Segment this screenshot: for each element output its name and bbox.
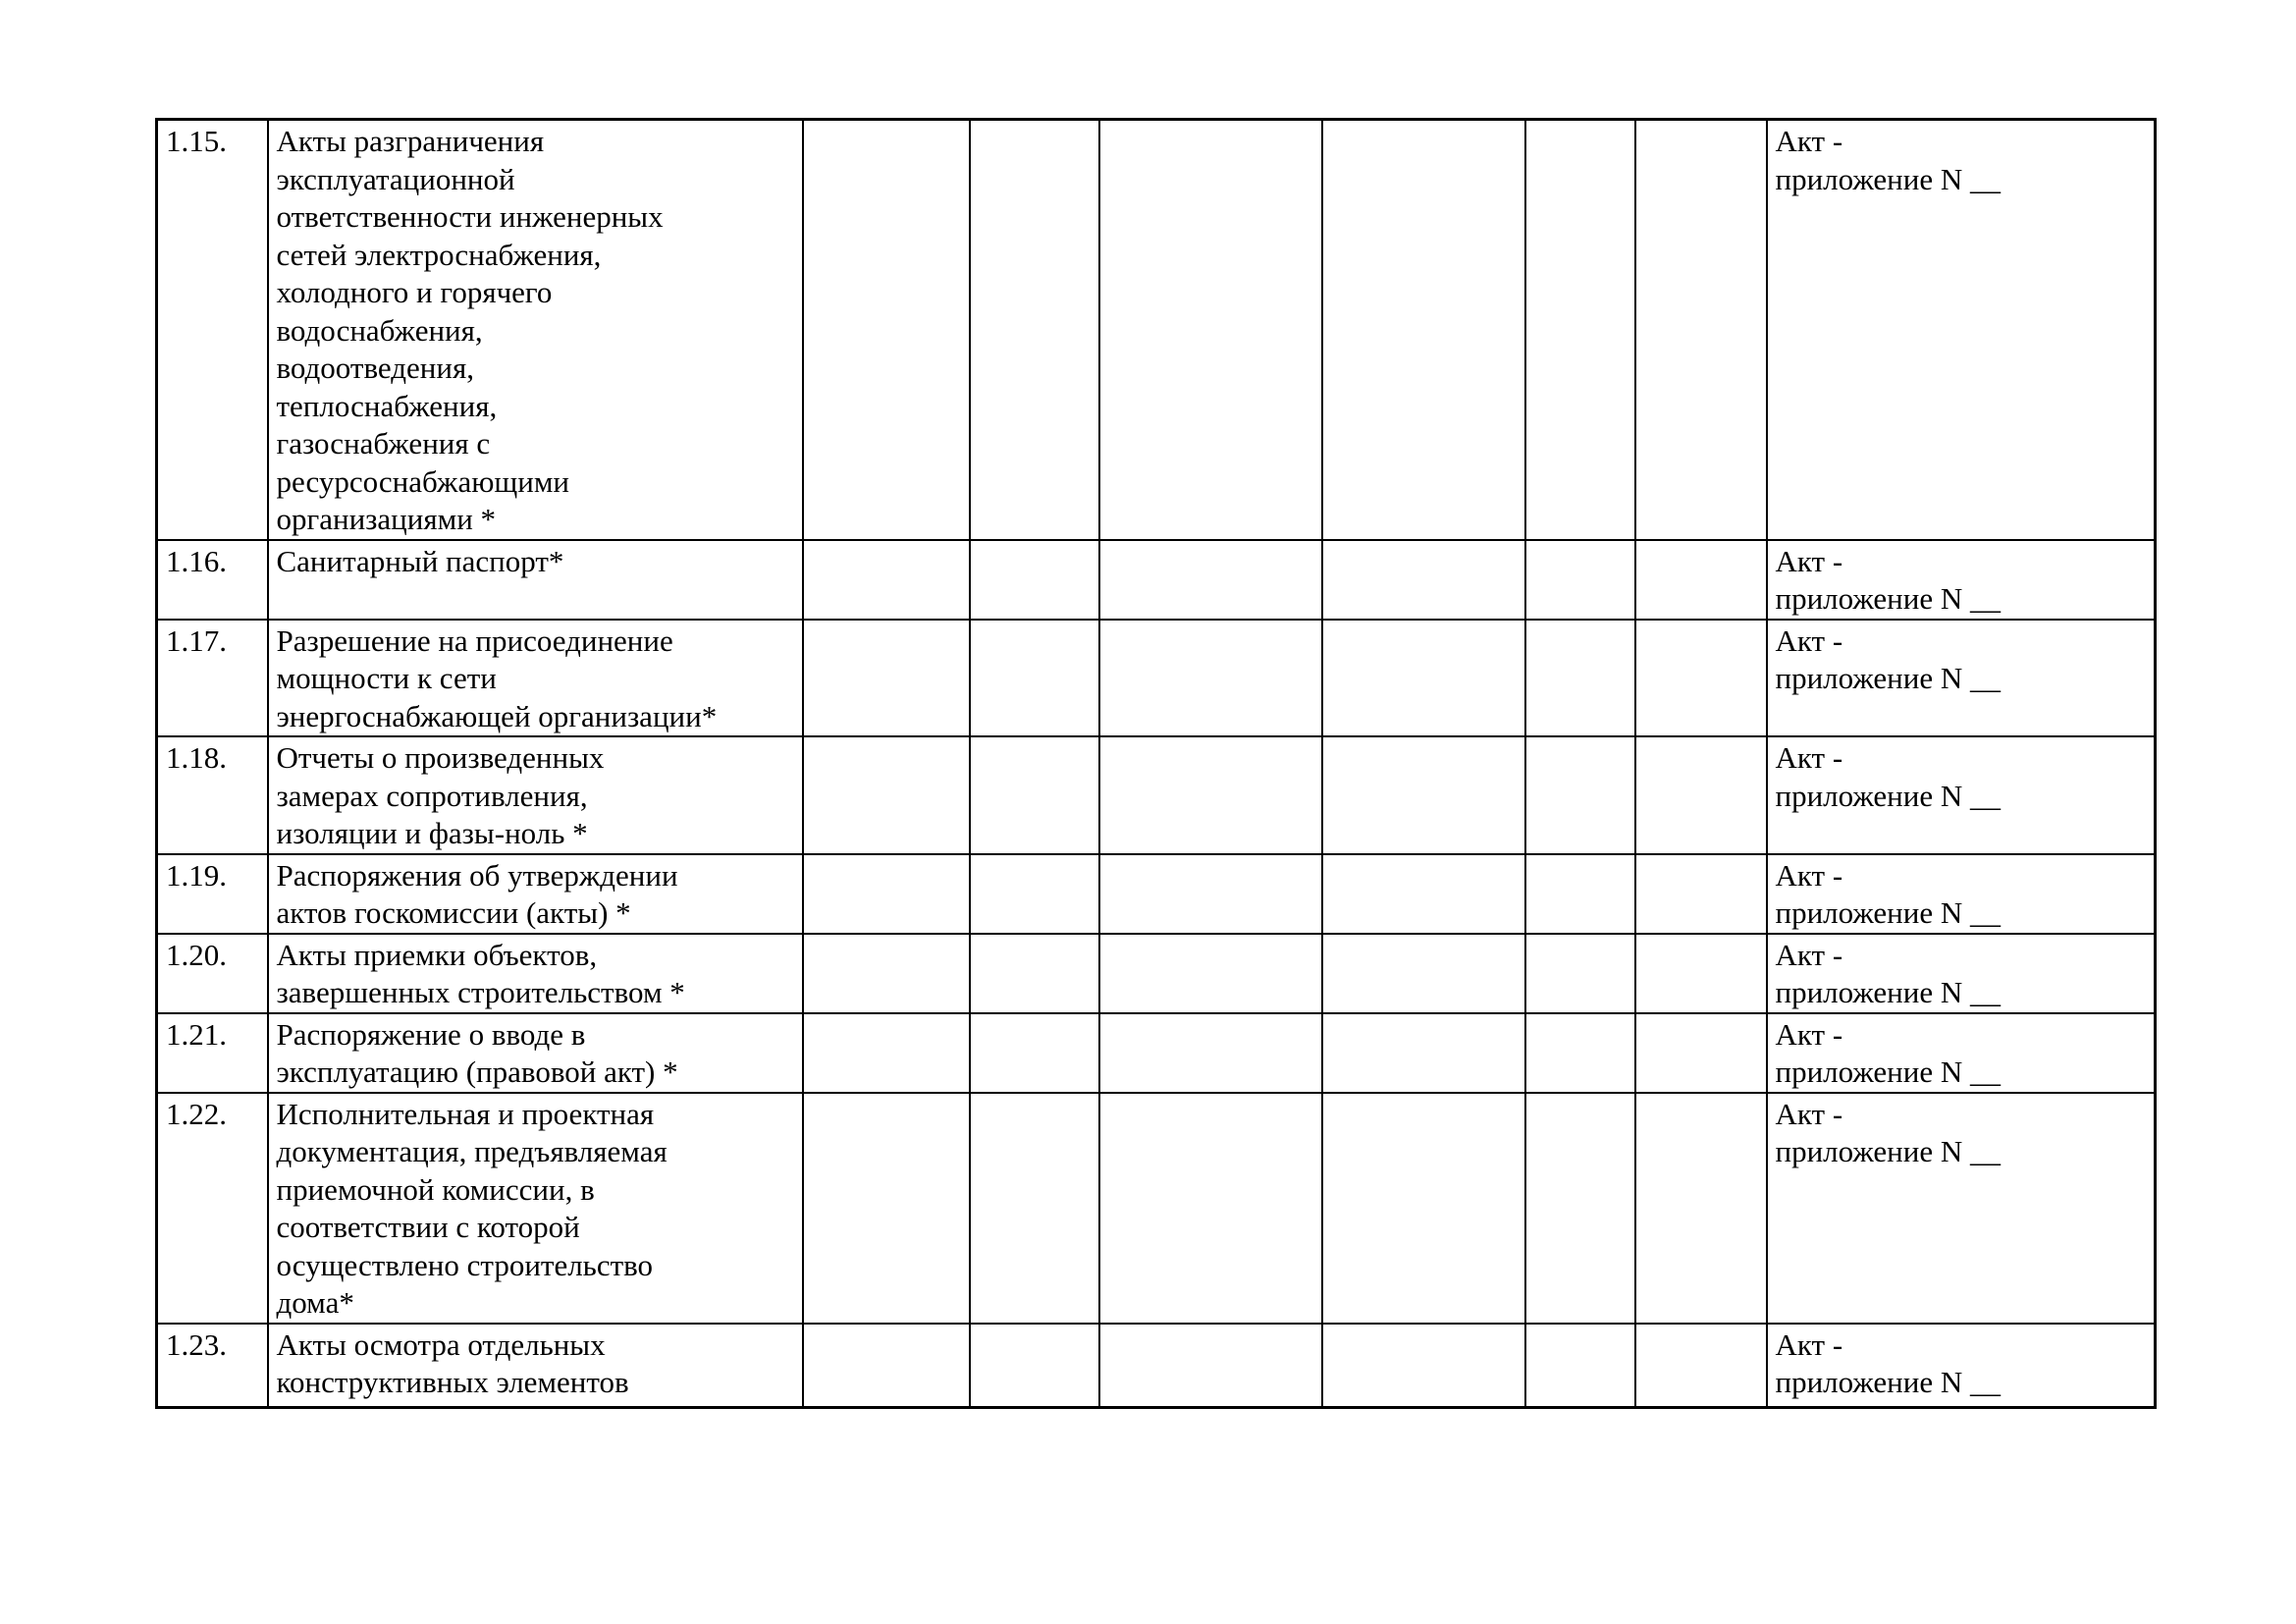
- row-number: 1.17.: [157, 620, 268, 737]
- table-row: [157, 1093, 2156, 1324]
- empty-cell: [1322, 854, 1525, 934]
- empty-cell: [1635, 540, 1767, 620]
- empty-cell: [1635, 1324, 1767, 1408]
- row-document-name: Разрешение на присоединение мощности к сети энергоснабжающей организации*: [268, 620, 803, 737]
- empty-cell: [803, 120, 970, 540]
- empty-cell: [1099, 934, 1322, 1013]
- empty-cell: [1525, 1013, 1635, 1093]
- row-note: Акт - приложение N __: [1767, 540, 2156, 620]
- table-row: [157, 934, 2156, 1013]
- table-row: [157, 1324, 2156, 1408]
- empty-cell: [1635, 934, 1767, 1013]
- empty-cell: [1525, 736, 1635, 854]
- table-row: [157, 120, 2156, 540]
- row-number: 1.18.: [157, 736, 268, 854]
- empty-cell: [970, 120, 1099, 540]
- row-document-name: Распоряжение о вводе в эксплуатацию (правовой акт) *: [268, 1013, 803, 1093]
- empty-cell: [1322, 620, 1525, 737]
- table-row: [157, 854, 2156, 934]
- empty-cell: [970, 1093, 1099, 1324]
- row-number: 1.19.: [157, 854, 268, 934]
- empty-cell: [1525, 620, 1635, 737]
- empty-cell: [1099, 620, 1322, 737]
- row-number: 1.21.: [157, 1013, 268, 1093]
- table-row: [157, 540, 2156, 620]
- empty-cell: [1099, 854, 1322, 934]
- empty-cell: [970, 934, 1099, 1013]
- row-note: Акт - приложение N __: [1767, 934, 2156, 1013]
- empty-cell: [1322, 1013, 1525, 1093]
- empty-cell: [1635, 854, 1767, 934]
- empty-cell: [1322, 736, 1525, 854]
- row-document-name: Отчеты о произведенных замерах сопротивления, изоляции и фазы-ноль *: [268, 736, 803, 854]
- empty-cell: [970, 854, 1099, 934]
- empty-cell: [1525, 934, 1635, 1013]
- empty-cell: [1635, 1093, 1767, 1324]
- empty-cell: [803, 1093, 970, 1324]
- empty-cell: [1635, 736, 1767, 854]
- row-note: Акт - приложение N __: [1767, 120, 2156, 540]
- empty-cell: [803, 540, 970, 620]
- row-note: Акт - приложение N __: [1767, 1093, 2156, 1324]
- empty-cell: [1525, 540, 1635, 620]
- row-document-name: Акты разграничения эксплуатационной ответственности инженерных сетей электроснабжения, холодного и горячего водоснабжения, водоотведения, теплоснабжения, газоснабжения с ресурсоснабжающими организациями *: [268, 120, 803, 540]
- row-number: 1.22.: [157, 1093, 268, 1324]
- row-note: Акт - приложение N __: [1767, 1324, 2156, 1408]
- empty-cell: [1099, 120, 1322, 540]
- empty-cell: [803, 736, 970, 854]
- empty-cell: [1099, 1013, 1322, 1093]
- empty-cell: [1525, 1324, 1635, 1408]
- empty-cell: [1525, 1093, 1635, 1324]
- document-table: [155, 118, 2157, 1409]
- row-number: 1.16.: [157, 540, 268, 620]
- empty-cell: [1525, 854, 1635, 934]
- empty-cell: [1322, 540, 1525, 620]
- empty-cell: [1635, 120, 1767, 540]
- row-document-name: Акты приемки объектов, завершенных строительством *: [268, 934, 803, 1013]
- empty-cell: [803, 934, 970, 1013]
- empty-cell: [970, 1013, 1099, 1093]
- empty-cell: [1099, 1324, 1322, 1408]
- row-number: 1.15.: [157, 120, 268, 540]
- empty-cell: [803, 1013, 970, 1093]
- empty-cell: [1099, 540, 1322, 620]
- empty-cell: [1635, 620, 1767, 737]
- empty-cell: [1322, 1324, 1525, 1408]
- table-row: [157, 1013, 2156, 1093]
- row-number: 1.20.: [157, 934, 268, 1013]
- row-document-name: Акты осмотра отдельных конструктивных элементов: [268, 1324, 803, 1408]
- row-note: Акт - приложение N __: [1767, 854, 2156, 934]
- row-document-name: Санитарный паспорт*: [268, 540, 803, 620]
- empty-cell: [1322, 120, 1525, 540]
- empty-cell: [970, 1324, 1099, 1408]
- row-number: 1.23.: [157, 1324, 268, 1408]
- empty-cell: [1322, 934, 1525, 1013]
- row-note: Акт - приложение N __: [1767, 1013, 2156, 1093]
- empty-cell: [970, 620, 1099, 737]
- empty-cell: [803, 1324, 970, 1408]
- empty-cell: [1635, 1013, 1767, 1093]
- empty-cell: [1525, 120, 1635, 540]
- table-row: [157, 620, 2156, 737]
- empty-cell: [803, 854, 970, 934]
- row-document-name: Исполнительная и проектная документация, предъявляемая приемочной комиссии, в соответствии с которой осуществлено строительство дома*: [268, 1093, 803, 1324]
- empty-cell: [970, 736, 1099, 854]
- row-document-name: Распоряжения об утверждении актов госкомиссии (акты) *: [268, 854, 803, 934]
- empty-cell: [1099, 736, 1322, 854]
- empty-cell: [1322, 1093, 1525, 1324]
- empty-cell: [1099, 1093, 1322, 1324]
- table-row: [157, 736, 2156, 854]
- empty-cell: [803, 620, 970, 737]
- row-note: Акт - приложение N __: [1767, 736, 2156, 854]
- empty-cell: [970, 540, 1099, 620]
- row-note: Акт - приложение N __: [1767, 620, 2156, 737]
